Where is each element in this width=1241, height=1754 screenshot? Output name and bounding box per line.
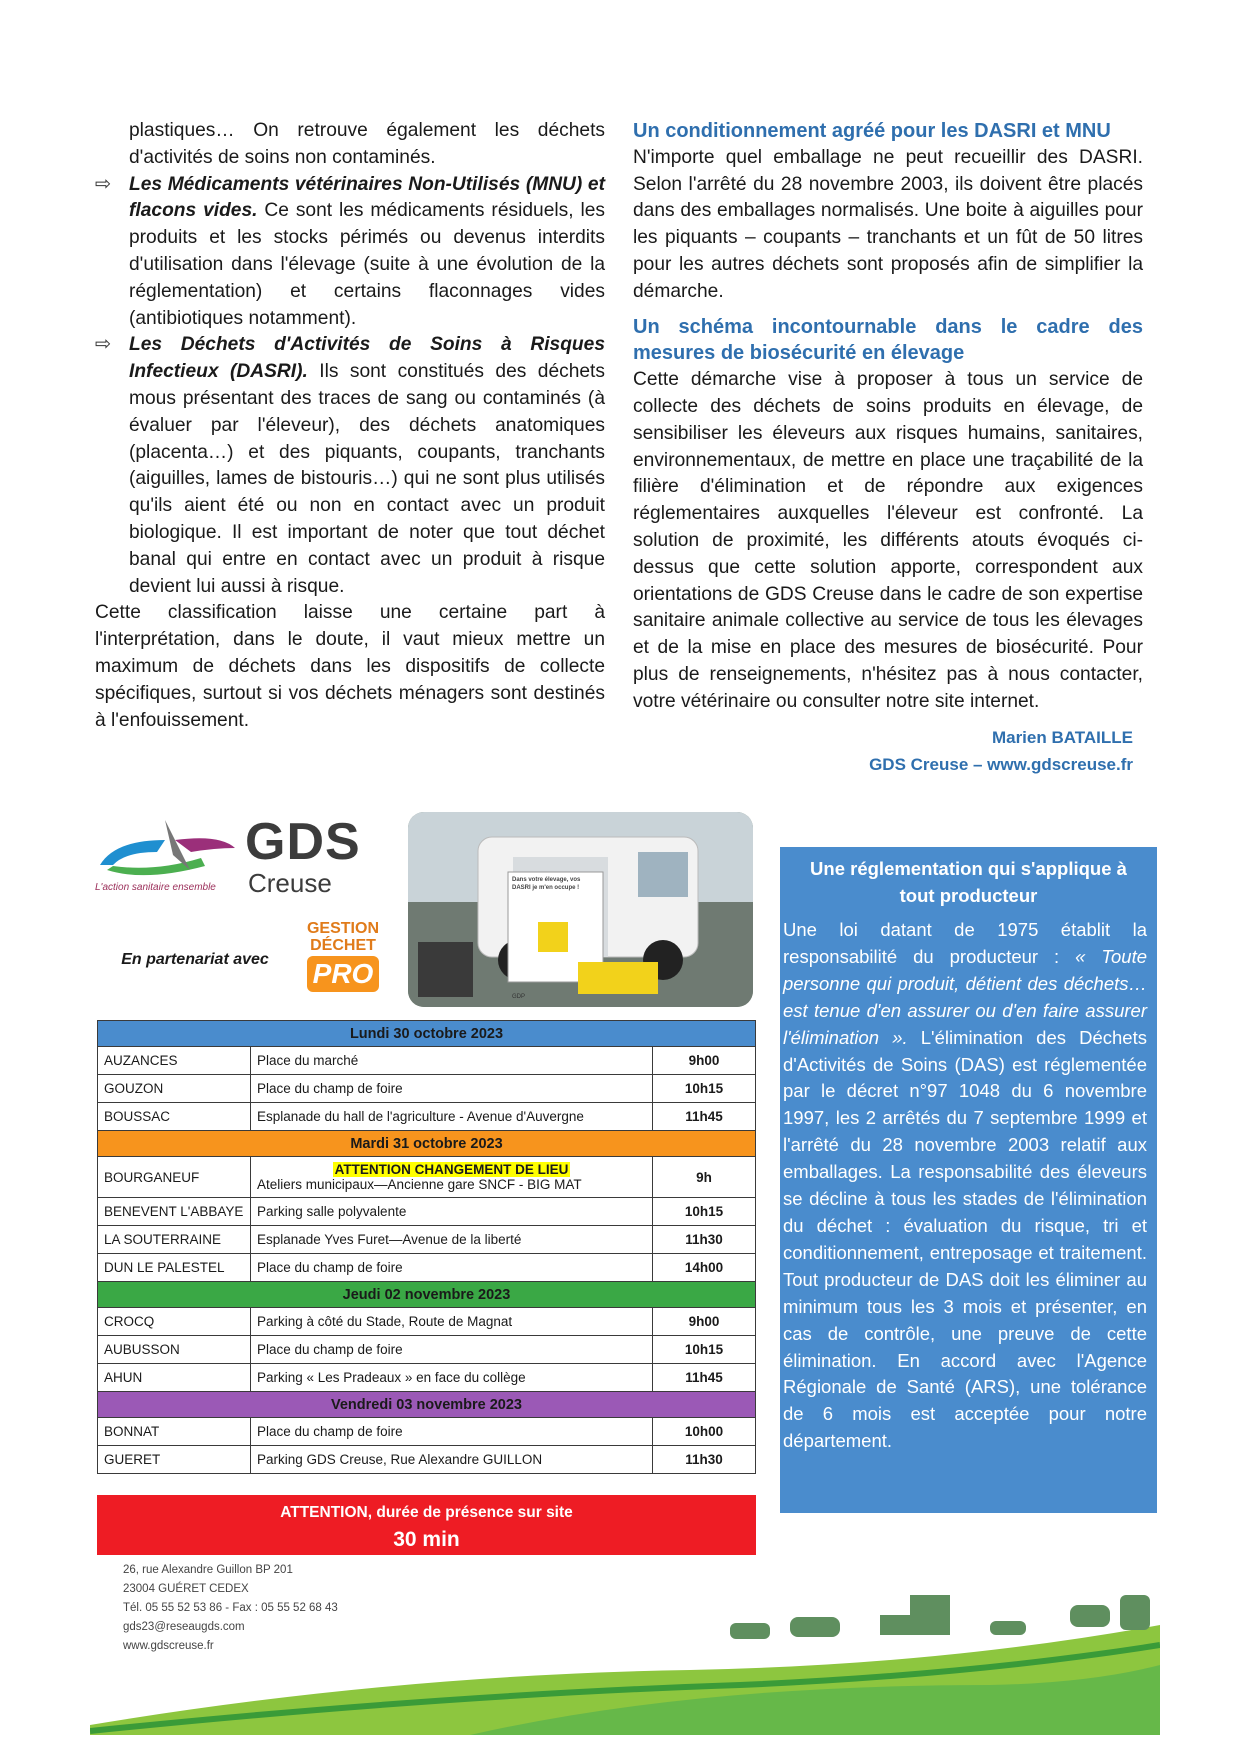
email-line[interactable]: gds23@reseaugds.com (123, 1621, 245, 1633)
schedule-row (98, 1226, 756, 1254)
author-org: GDS Creuse – www.gdscreuse.fr (869, 754, 1133, 774)
warning-line-2: 30 min (393, 1528, 460, 1551)
location-cell: Place du marché (251, 1047, 653, 1075)
time-cell: 10h15 (653, 1075, 756, 1103)
gdp-dechet: DÉCHET (310, 937, 376, 954)
collection-schedule-table (97, 1020, 756, 1474)
partner-text: En partenariat avec (121, 951, 269, 968)
gdp-gestion: GESTION (306, 920, 379, 937)
town-cell: GOUZON (98, 1075, 251, 1103)
address-line: 26, rue Alexandre Guillon BP 201 (123, 1564, 293, 1576)
time-cell: 11h30 (653, 1226, 756, 1254)
schedule-row (98, 1075, 756, 1103)
photo-panel-title: Dans votre élevage, vos DASRI je m'en occupe ! (512, 877, 581, 891)
dasri-text: Ils sont constitués des déchets mous présentant des traces de sang ou contaminés (à évaluer par l'éleveur), des déchets anatomiques (placenta…) et des piquants, coupants, tranchants (aiguilles, lames de bistouris…) qui ne sont plus utilisés qu'ils aient été ou non en contact avec un produit biologique. Il est important de noter que tout déchet banal qui entre en contact avec un produit à risque devient lui aussi à risque. (129, 361, 605, 597)
day-label: Jeudi 02 novembre 2023 (98, 1282, 756, 1308)
location-cell: Place du champ de foire (251, 1075, 653, 1103)
left-column (95, 118, 605, 734)
time-cell: 10h15 (653, 1336, 756, 1364)
town-cell: AUBUSSON (98, 1336, 251, 1364)
van-illustration-icon (408, 812, 753, 1007)
paragraph-conditionnement: N'importe quel emballage ne peut recueillir des DASRI. Selon l'arrêté du 28 novembre 2003, ils doivent être placés dans des emballages normalisés. Une boite à aiguilles pour les piquants – coupants – tranchants et un fût de 50 litres pour les autres déchets sont proposés afin de simplifier la démarche. (633, 146, 1143, 302)
bullet-mnu (95, 172, 605, 333)
gestion-dechet-pro-logo (303, 920, 383, 995)
town-cell: AUZANCES (98, 1047, 251, 1075)
logo-tagline: L'action sanitaire ensemble (95, 882, 216, 893)
schedule-row (98, 1446, 756, 1474)
regulation-box (780, 847, 1157, 1513)
time-cell: 11h45 (653, 1103, 756, 1131)
location-cell: Parking à côté du Stade, Route de Magnat (251, 1308, 653, 1336)
logo-sub: Creuse (248, 868, 332, 898)
time-cell: 9h (653, 1157, 756, 1198)
author-name: Marien BATAILLE (991, 727, 1133, 747)
town-cell: BONNAT (98, 1418, 251, 1446)
photo-plate: GDP (512, 994, 526, 1000)
phone-line: Tél. 05 55 52 53 86 - Fax : 05 55 52 68 43 (123, 1602, 338, 1614)
warning-line-1: ATTENTION, durée de présence sur site (280, 1504, 573, 1521)
town-cell: AHUN (98, 1364, 251, 1392)
location-cell (251, 1157, 653, 1198)
location-cell: Esplanade Yves Furet—Avenue de la liberté (251, 1226, 653, 1254)
van-photo (408, 812, 753, 1007)
schedule-row (98, 1336, 756, 1364)
paragraph-schema: Cette démarche vise à proposer à tous un service de collecte des déchets de soins produits en élevage, de sensibiliser les éleveurs aux risques humains, sanitaires, environnementaux, de mettre en place une traçabilité de la filière d'élimination et de répondre aux exigences réglementaires auxquelles l'éleveur est confronté. La solution de proximité, les différents atouts évoqués ci-dessus que cette solution apporte, correspondent aux orientations de GDS Creuse dans le cadre de son expertise sanitaire animale collective au service de tous les élevages et de la mise en place des mesures de biosécurité. Pour plus de renseignements, n'hésitez pas à nous contacter, votre vétérinaire ou consulter notre site internet. (633, 369, 1143, 712)
logo-name: GDS (245, 813, 361, 871)
time-cell: 10h15 (653, 1198, 756, 1226)
town-cell: BOUSSAC (98, 1103, 251, 1131)
location-cell: Parking GDS Creuse, Rue Alexandre GUILLON (251, 1446, 653, 1474)
mnu-text: Ce sont les médicaments résiduels, les produits et les stocks périmés ou devenus interdits d'utilisation dans l'élevage (suite à une évolution de la réglementation) et certains flaconnages vides (antibiotiques notamment). (129, 200, 605, 329)
location-cell: Place du champ de foire (251, 1336, 653, 1364)
schedule-row (98, 1364, 756, 1392)
website-line[interactable]: www.gdscreuse.fr (123, 1640, 214, 1652)
schedule-row (98, 1198, 756, 1226)
bullet-dasri (95, 332, 605, 600)
schedule-day-header (98, 1282, 756, 1308)
mnu-title: Les Médicaments vétérinaires Non-Utilisés (MNU) et flacons vides. (129, 173, 605, 222)
schedule-row (98, 1308, 756, 1336)
heading-schema: Un schéma incontournable dans le cadre des mesures de biosécurité en élevage (633, 315, 1143, 365)
regulation-text-b: L'élimination des Déchets d'Activités de Soins (DAS) est réglementée par le décret n°97 1048 du 6 novembre 1997, les 2 arrêtés du 7 septembre 1999 et l'arrêté du 28 novembre 2003 relatif aux emballages. La responsabilité des éleveurs se décline à tous les stades de l'élimination du déchet : évaluation du risque, tri et conditionnement, entreposage et traitement. Tout producteur de DAS doit les éliminer au minimum tous les 3 mois et présenter, en cas de contrôle, une preuve de cette élimination. En accord avec l'Agence Régionale de Santé (ARS), une tolérance de 6 mois est acceptée pour notre département. (783, 1026, 1147, 1452)
arrow-icon: ⇨ (95, 173, 112, 195)
town-cell: CROCQ (98, 1308, 251, 1336)
schedule-day-header (98, 1392, 756, 1418)
schedule-row (98, 1103, 756, 1131)
schedule-day-header (98, 1021, 756, 1047)
location-cell: Place du champ de foire (251, 1418, 653, 1446)
town-cell: LA SOUTERRAINE (98, 1226, 251, 1254)
location-cell: Parking « Les Pradeaux » en face du collège (251, 1364, 653, 1392)
regulation-quote: « Toute personne qui produit, détient des déchets… est tenue d'en assurer ou d'en faire assurer l'élimination ». (783, 945, 1147, 1048)
town-cell: DUN LE PALESTEL (98, 1254, 251, 1282)
time-cell: 9h00 (653, 1047, 756, 1075)
time-cell: 9h00 (653, 1308, 756, 1336)
time-cell: 11h45 (653, 1364, 756, 1392)
arrow-icon: ⇨ (95, 334, 112, 356)
schedule-row (98, 1047, 756, 1075)
location-cell: Place du champ de foire (251, 1254, 653, 1282)
gds-logo-icon (95, 800, 245, 885)
time-cell: 11h30 (653, 1446, 756, 1474)
right-column (633, 118, 1143, 778)
gdp-pro: PRO (307, 956, 379, 992)
town-cell: BOURGANEUF (98, 1157, 251, 1198)
heading-conditionnement: Un conditionnement agréé pour les DASRI et MNU (633, 120, 1111, 142)
schedule-row (98, 1254, 756, 1282)
location-cell: Parking salle polyvalente (251, 1198, 653, 1226)
regulation-body (780, 915, 1157, 1455)
town-cell: BENEVENT L'ABBAYE (98, 1198, 251, 1226)
schedule-row (98, 1157, 756, 1198)
day-label: Vendredi 03 novembre 2023 (98, 1392, 756, 1418)
location-text: Ateliers municipaux—Ancienne gare SNCF - BIG MAT (257, 1177, 582, 1192)
regulation-text-a: Une loi datant de 1975 établit la responsabilité du producteur : (783, 919, 1147, 967)
location-cell: Esplanade du hall de l'agriculture - Avenue d'Auvergne (251, 1103, 653, 1131)
town-cell: GUERET (98, 1446, 251, 1474)
dasri-title: Les Déchets d'Activités de Soins à Risques Infectieux (DASRI). (129, 334, 605, 383)
time-cell: 14h00 (653, 1254, 756, 1282)
intro-paragraph: plastiques… On retrouve également les déchets d'activités de soins non contaminés. (129, 120, 605, 168)
footer-address (123, 1561, 338, 1656)
day-label: Mardi 31 octobre 2023 (98, 1131, 756, 1157)
address-line: 23004 GUÉRET CEDEX (123, 1583, 249, 1595)
conclusion-paragraph: Cette classification laisse une certaine part à l'interprétation, dans le doute, il vaut mieux mettre un maximum de déchets dans les dispositifs de collecte spécifiques, surtout si vos déchets ménagers sont destinés à l'enfouissement. (95, 602, 605, 731)
attention-label: ATTENTION CHANGEMENT DE LIEU (334, 1162, 569, 1177)
day-label: Lundi 30 octobre 2023 (98, 1021, 756, 1047)
regulation-title: Une réglementation qui s'applique à tout producteur (810, 858, 1127, 906)
time-cell: 10h00 (653, 1418, 756, 1446)
schedule-row (98, 1418, 756, 1446)
schedule-day-header (98, 1131, 756, 1157)
